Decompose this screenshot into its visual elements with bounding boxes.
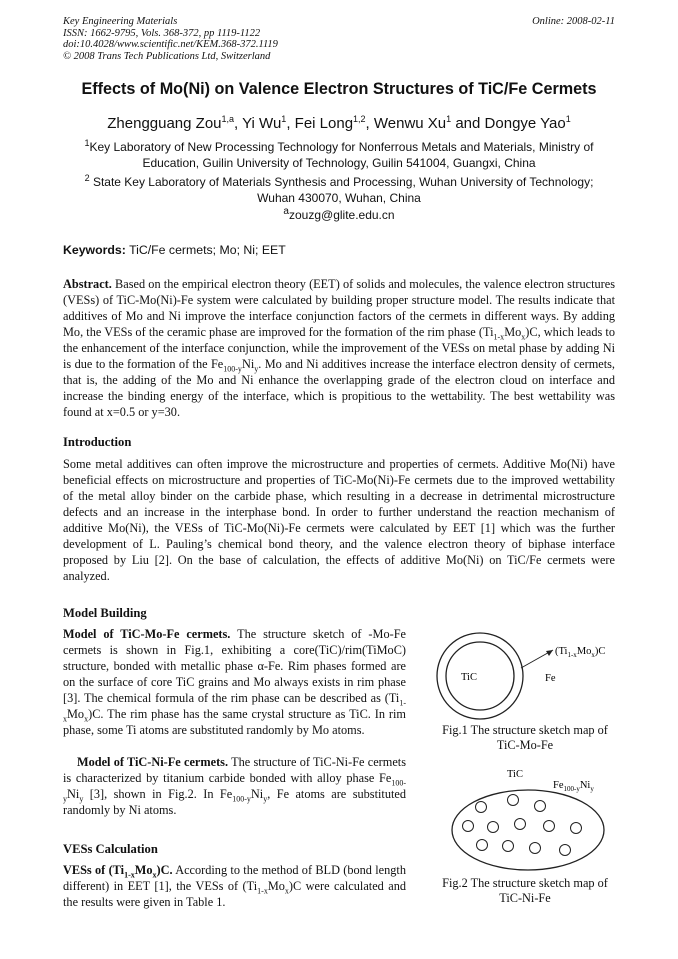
author-sup: 1,2	[353, 114, 366, 124]
subscript: 1-x	[63, 698, 406, 724]
author-sup: 1	[565, 114, 571, 124]
tic-particles	[463, 795, 582, 856]
body-text: , Fe atoms are substituted randomly by Ni atoms.	[63, 787, 406, 817]
label-part: )C.	[156, 863, 173, 877]
affiliation-1	[70, 139, 608, 171]
online-date: Online: 2008-02-11	[532, 16, 615, 27]
body-text: )C. The rim phase has the same crystal structure as TiC. In rim phase, some Ti atoms are substituted randomly by Mo atoms.	[63, 707, 406, 737]
subscript: y	[79, 794, 84, 804]
author-name: Yi Wu	[242, 115, 282, 132]
abstract-text: Based on the empirical electron theory (EET) of solids and molecules, the valence electron structures (VESs) of TiC-Mo(Ni)-Fe system were calculated by building proper structure model. The results indicate that additives of Mo and Ni improve the interface conjunction factors of the cermets in different ways. By adding Mo, the VESs of the ceramic phase are improved for the formation of the rim phase (Ti	[63, 277, 615, 339]
author-sep: ,	[286, 115, 295, 132]
keywords-text: TiC/Fe cermets; Mo; Ni; EET	[129, 243, 286, 257]
subscript: 100-y	[232, 794, 251, 804]
abstract-text: Ni	[241, 357, 255, 371]
caption-line: TiC-Ni-Fe	[499, 891, 551, 905]
author-sup: 1,a	[221, 114, 235, 124]
affiliation-sup: 1	[84, 138, 90, 148]
subscript: 100-y	[63, 778, 406, 804]
model-tic-mo-fe	[63, 626, 406, 738]
tic-particle	[477, 840, 488, 851]
abstract-text: )C, which leads to the enhancement of the interface conjunction, while the improvement of the VESs on metal phase by adding Ni is due to the formation of the Fe	[63, 325, 615, 371]
tic-particle	[571, 823, 582, 834]
body-text: The structure of TiC-Ni-Fe cermets is characterized by titanium carbide bonded with alloy phase Fe	[63, 755, 406, 785]
author-sep: ,	[365, 115, 374, 132]
subscript: x	[284, 886, 289, 896]
affiliation-text: Key Laboratory of New Processing Technology for Nonferrous Metals and Materials, Ministry of Education, Guilin University of Technology, Guilin 541004, Guangxi, China	[89, 140, 594, 170]
author-name: Zhengguang Zou	[107, 115, 222, 132]
caption-line: TiC-Mo-Fe	[496, 738, 554, 752]
introduction-text: Some metal additives can often improve the microstructure and properties of cermets. Additive Mo(Ni) have beneficial effects on microstructure and properties of TiC-Mo(Ni)-Fe cermets due to the improved wettability of the metal alloy binder on the carbide phase, which resulting in a decrease in detrimental microstructure defects and an increase in the interphase bond. In order to further understand the reaction mechanism of additive Mo(Ni), the VESs of TiC-Mo(Ni)-Fe cermets were calculated by EET [1] which was the further development of L. Pauling’s chemical bond theory, and the valence electron theory of biphase interface proposed by Liu [2]. On the base of calculation, the effects of additive Mo(Ni) on TiC/Fe cermets were analyzed.	[63, 457, 615, 583]
body-text: According to the method of BLD (bond length different) in EET [1], the VESs of (Ti	[63, 863, 406, 893]
email-text[interactable]: zouzg@glite.edu.cn	[288, 208, 395, 222]
label-part: VESs of (Ti	[63, 863, 125, 877]
figure-1	[425, 628, 625, 722]
tic-particle	[503, 841, 514, 852]
author-name: Wenwu Xu	[373, 115, 447, 132]
author-email[interactable]	[0, 206, 678, 222]
subsection-label: Model of TiC-Ni-Fe cermets.	[77, 755, 229, 769]
body-text: Mo	[267, 879, 285, 893]
tic-label: TiC	[507, 769, 523, 780]
abstract-text: . Mo and Ni additives increase the interface electron density of cermets, that is, the adding of the Mo and Ni enhance the overlapping grade of the electron cloud on interface and increase the binding energy of the interface, which is propitious to the wettability. The best wettability was found at x=0.5 or y=30.	[63, 357, 615, 419]
figure-2-caption	[425, 876, 625, 906]
journal-meta	[63, 16, 278, 62]
matrix-label: Fe	[545, 673, 556, 684]
body-text: Ni	[67, 787, 80, 801]
journal-name: Key Engineering Materials	[63, 16, 178, 27]
caption-line: Fig.1 The structure sketch map of	[442, 723, 608, 737]
tic-particle	[560, 845, 571, 856]
subscript: 1-x	[493, 332, 505, 342]
author-sep: and	[451, 115, 485, 132]
subscript: 100-y	[223, 364, 242, 374]
core-label: TiC	[461, 672, 477, 683]
introduction-heading: Introduction	[63, 435, 132, 449]
body-text: Ni	[250, 787, 264, 801]
figure-1-caption	[425, 723, 625, 753]
body-text: [3], shown in Fig.2. In Fe	[83, 787, 233, 801]
issn: ISSN: 1662-9795, Vols. 368-372, pp 1119-1122	[63, 27, 261, 39]
model-tic-ni-fe	[63, 754, 406, 818]
author-name: Dongye Yao	[484, 115, 566, 132]
subscript: 1-x	[124, 870, 135, 880]
tic-particle	[463, 821, 474, 832]
model-building-heading: Model Building	[63, 606, 147, 620]
tic-particle	[508, 795, 519, 806]
affiliation-2	[70, 174, 608, 206]
caption-line: Fig.2 The structure sketch map of	[442, 876, 608, 890]
subscript: x	[521, 332, 526, 342]
ves-heading: VESs Calculation	[63, 842, 158, 856]
paper-title: Effects of Mo(Ni) on Valence Electron Structures of TiC/Fe Cermets	[81, 80, 597, 98]
subscript: y	[263, 794, 268, 804]
affiliation-text: State Key Laboratory of Materials Synthesis and Processing, Wuhan University of Technology; Wuhan 430070, Wuhan, China	[92, 175, 594, 205]
abstract	[63, 276, 615, 420]
subscript: x	[84, 714, 89, 724]
core-circle	[446, 642, 514, 710]
author-list	[0, 115, 678, 132]
subsection-label	[63, 863, 173, 880]
tic-particle	[488, 822, 499, 833]
keywords	[63, 243, 286, 257]
tic-particle	[535, 801, 546, 812]
label-part: Mo	[134, 863, 153, 877]
body-text: Mo	[67, 707, 85, 721]
keywords-label: Keywords:	[63, 243, 126, 257]
tic-particle	[476, 802, 487, 813]
subscript: x	[152, 870, 157, 880]
body-text: The structure sketch of -Mo-Fe cermets is shown in Fig.1, exhibiting a core(TiC)/rim(TiMoC) structure, bonded with metallic phase α-Fe. Rim phases formed are on the surface of core TiC grains and Mo always exists in rim phase [3]. The chemical formula of the rim phase can be described as (Ti	[63, 627, 406, 705]
author-sup: 1	[281, 114, 287, 124]
figure-2	[445, 764, 615, 874]
rim-circle	[437, 633, 523, 719]
subscript: y	[254, 364, 259, 374]
doi: doi:10.4028/www.scientific.net/KEM.368-372.1119	[63, 39, 278, 50]
author-sup: 1	[446, 114, 452, 124]
copyright: © 2008 Trans Tech Publications Ltd, Switzerland	[63, 50, 271, 62]
email-sup: a	[283, 206, 289, 217]
affiliation-sup: 2	[84, 173, 90, 183]
tic-particle	[544, 821, 555, 832]
abstract-text: Mo	[504, 325, 522, 339]
subsection-label: Model of TiC-Mo-Fe cermets.	[63, 627, 231, 641]
rim-label: $(Ti_{1-x}Mo_x)C$	[555, 646, 606, 659]
alloy-label: $Fe_{100-y}Ni_y$	[553, 780, 594, 793]
ves-text	[63, 862, 406, 910]
abstract-label: Abstract.	[63, 277, 112, 291]
subscript: 1-x	[257, 886, 268, 896]
tic-particle	[515, 819, 526, 830]
body-text: )C were calculated and the results were given in Table 1.	[63, 879, 406, 909]
author-sep: ,	[234, 115, 243, 132]
author-name: Fei Long	[294, 115, 354, 132]
tic-particle	[530, 843, 541, 854]
